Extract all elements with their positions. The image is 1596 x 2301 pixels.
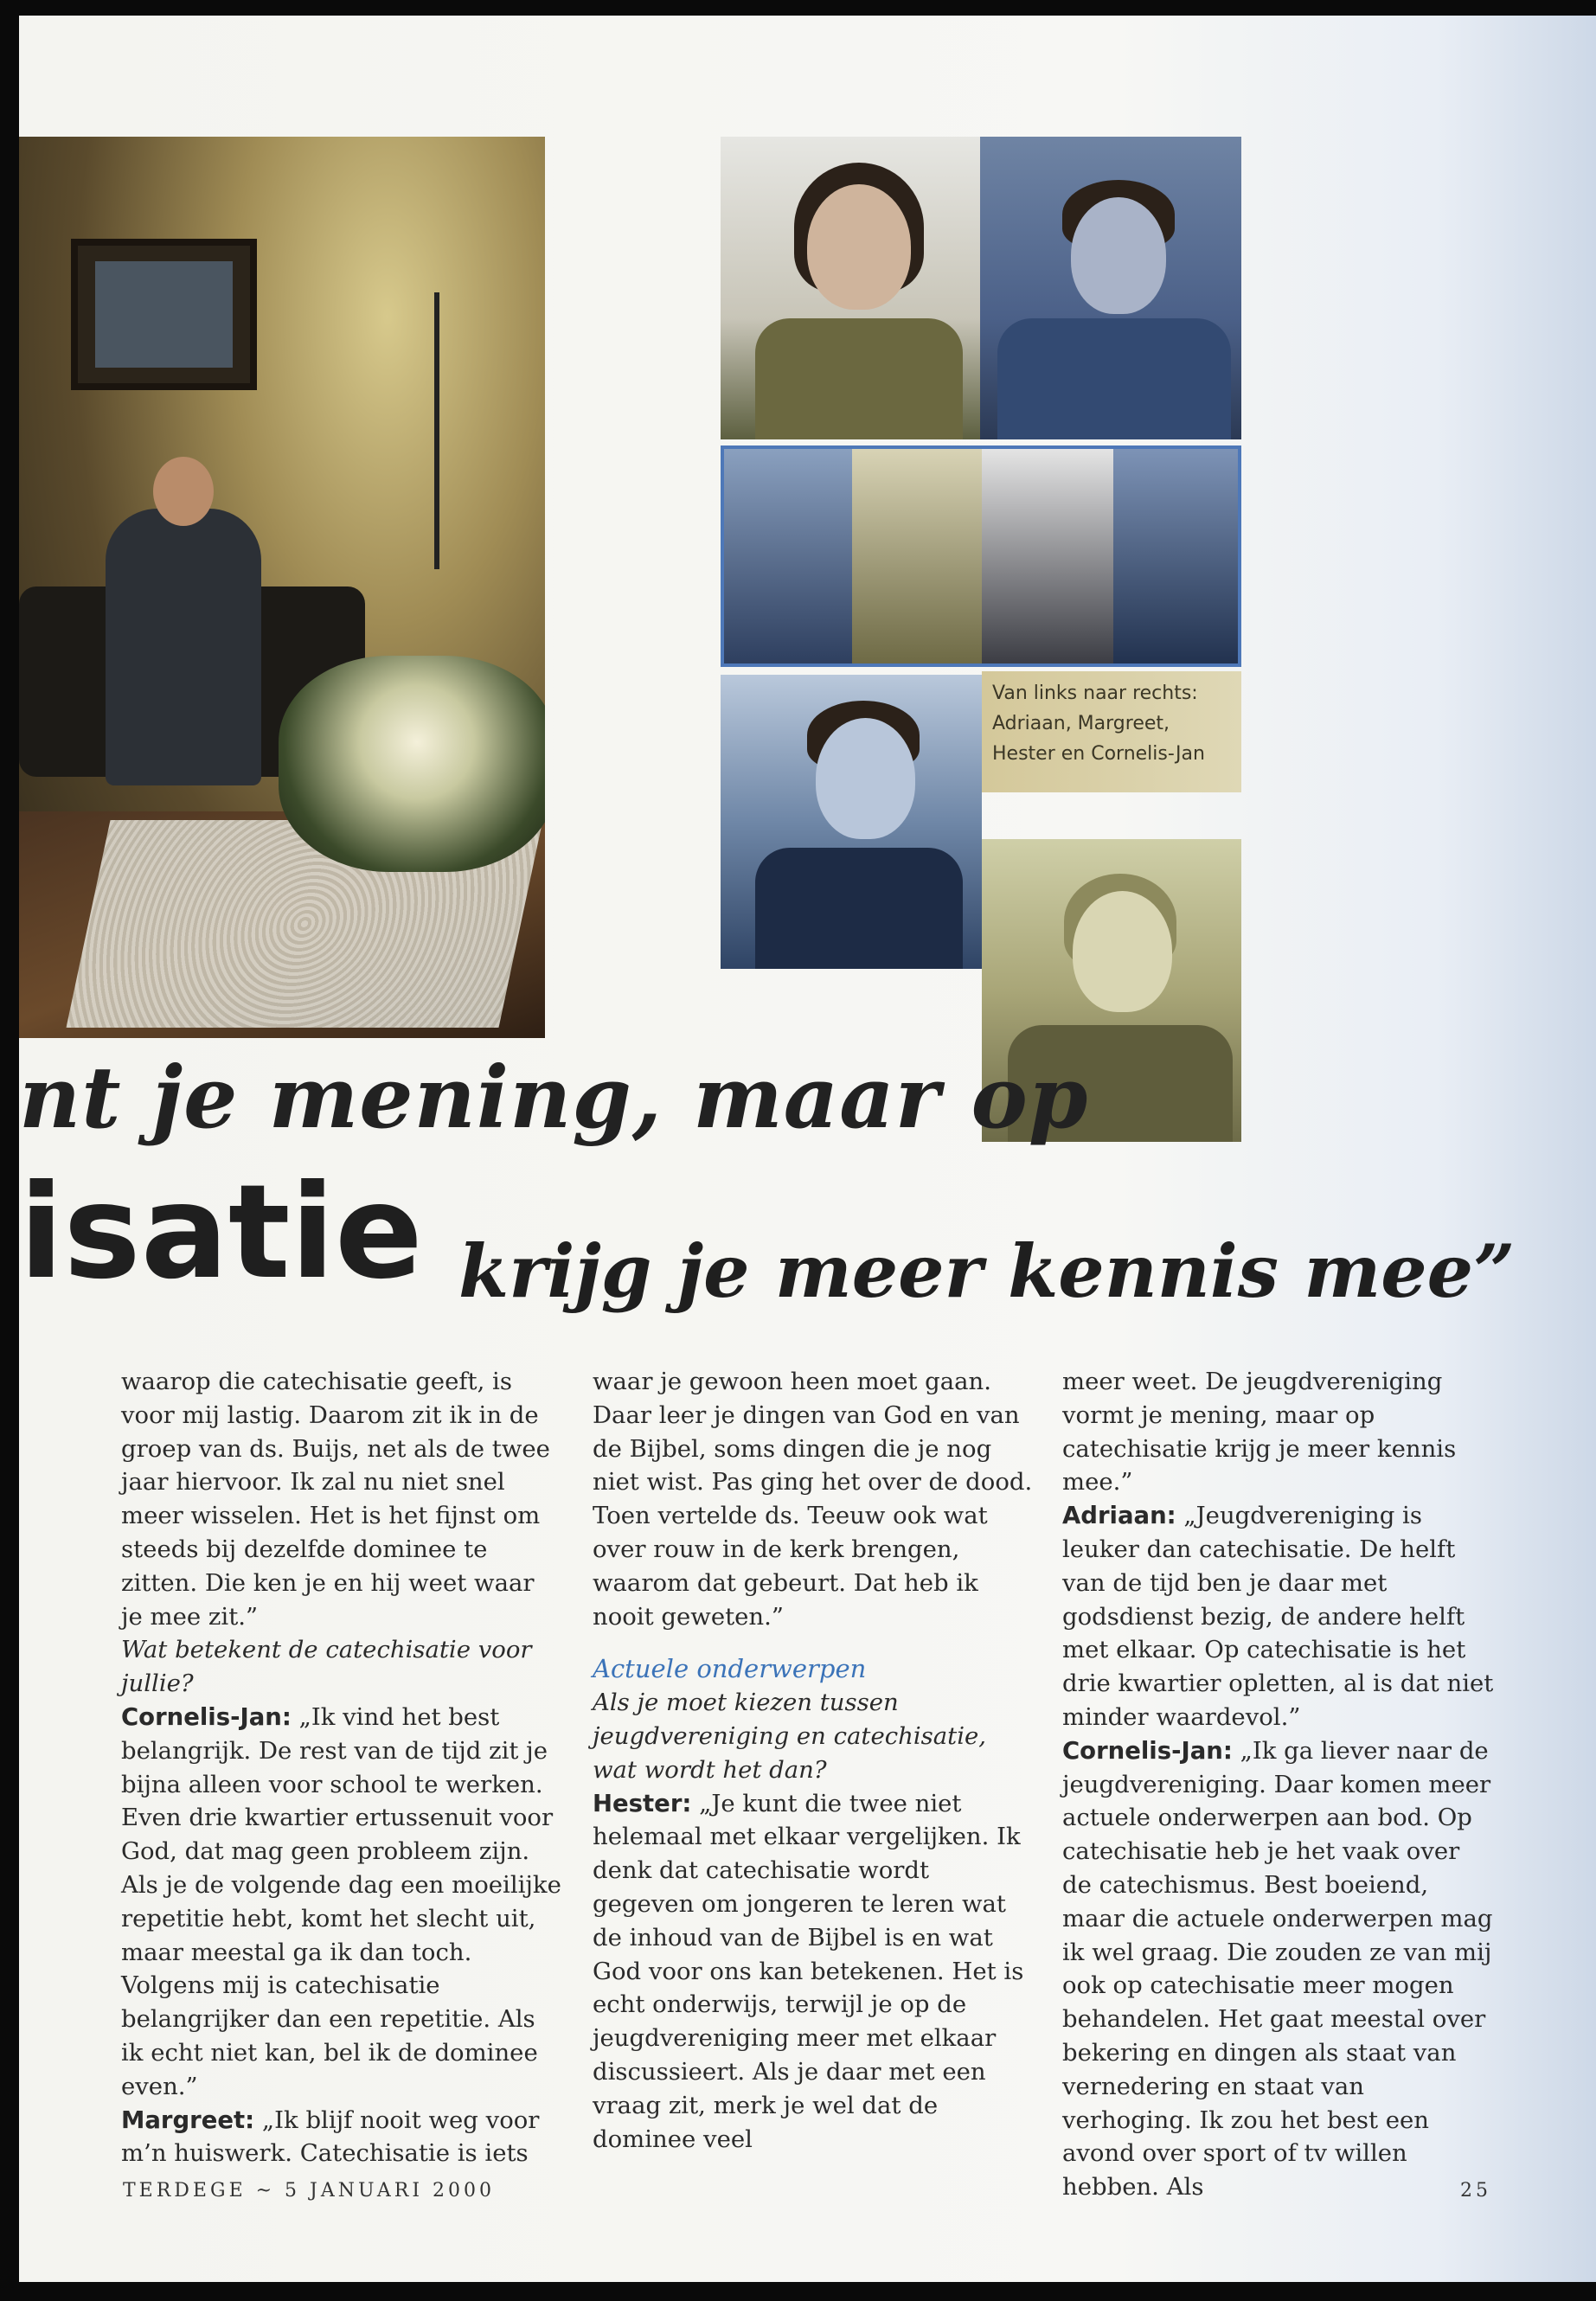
answer-text: „Ik blijf nooit weg voor m’n huiswerk. Catechisatie is iets — [121, 2106, 540, 2168]
speaker-name: Cornelis-Jan: — [1062, 1736, 1233, 1765]
answer-text: „Ik ga liever naar de jeugdvereniging. Daar komen meer actuele onderwerpen aan bod. Op catechisatie heb je het vaak over de catechismus. Best boeiend, maar die actuele onderwerpen mag ik wel graag. Die zouden ze van mij ook op catechisatie meer mogen behandelen. Het gaat meestal over bekering en dingen als staat van vernedering en staat van verhoging. Ik zou het best een avond over sport of tv willen hebben. Als — [1062, 1736, 1493, 2202]
speaker-name: Cornelis-Jan: — [121, 1702, 292, 1731]
portrait-photo-boy-sweater — [980, 137, 1241, 439]
interview-answer — [1062, 1499, 1495, 1734]
speaker-name: Hester: — [593, 1789, 692, 1817]
top-border — [0, 0, 1596, 16]
headline-line-2: krijg je meer kennis mee” — [458, 1228, 1516, 1314]
article-column-3 — [1062, 1365, 1495, 2204]
headline-big-word: isatie — [19, 1157, 423, 1308]
footer-publication: TERDEGE ~ 5 JANUARI 2000 — [123, 2180, 495, 2202]
portrait-cornelis-jan — [1113, 449, 1240, 663]
speaker-name: Margreet: — [121, 2106, 255, 2134]
section-subheading: Actuele onderwerpen — [593, 1654, 867, 1684]
answer-text: „Je kunt die twee niet helemaal met elkaar vergelijken. Ik denk dat catechisatie wordt gegeven om jongeren te leren wat de inhoud van de Bijbel is en wat God voor ons kan betekenen. Het is echt onderwijs, terwijl je op de jeugdvereniging meer met elkaar discussieert. Als je daar met een vraag zit, merk je wel dat de dominee veel — [593, 1789, 1024, 2153]
poinsettia-plant — [279, 656, 545, 872]
wall-painting — [71, 239, 257, 390]
body-paragraph: waarop die catechisatie geeft, is voor mij lastig. Daarom zit ik in de groep van ds. Buijs, net als de twee jaar hiervoor. Ik zal nu niet snel meer wisselen. Het is het fijnst om steeds bij dezelfde dominee te zitten. Die ken je en hij weet waar je mee zit.” — [121, 1368, 550, 1631]
page-spine — [0, 0, 19, 2301]
body-paragraph: waar je gewoon heen moet gaan. Daar leer je dingen van God en van de Bijbel, soms dingen die je nog niet wist. Pas ging het over de dood. Toen vertelde ds. Teeuw ook wat over rouw in de kerk brengen, waarom dat gebeurt. Dat heb ik nooit geweten.” — [593, 1368, 1033, 1631]
interview-question: Als je moet kiezen tussen jeugdvereniging en catechisatie, wat wordt het dan? — [593, 1689, 987, 1784]
answer-text: „Ik vind het best belangrijk. De rest van de tijd zit je bijna alleen voor school te werken. Even drie kwartier ertussenuit voor God, dat mag geen probleem zijn. Als je de volgende dag een moeilijke repetitie hebt, komt het slecht uit, maar meestal ga ik dan toch. Volgens mij is catechisatie belangrijker dan een repetitie. Als ik echt niet kan, bel ik de dominee even.” — [121, 1702, 561, 2100]
body-paragraph: meer weet. De jeugdvereniging vormt je mening, maar op catechisatie krijg je meer kennis mee.” — [1062, 1368, 1457, 1497]
caption-line: Van links naar rechts: — [992, 683, 1198, 704]
living-room-photo — [19, 137, 545, 1038]
portrait-adriaan — [724, 449, 852, 663]
floor-lamp — [434, 292, 535, 569]
interview-answer — [121, 1701, 562, 2104]
seated-person — [106, 509, 261, 785]
article-column-2 — [593, 1365, 1034, 2156]
portrait-photo-boy-laughing — [721, 675, 982, 969]
interview-answer — [1062, 1734, 1495, 2204]
speaker-name: Adriaan: — [1062, 1502, 1176, 1530]
portrait-photo-girl-smiling — [721, 137, 980, 439]
bottom-border — [0, 2282, 1596, 2301]
portrait-hester — [982, 449, 1113, 663]
interview-answer — [121, 2104, 562, 2171]
answer-text: „Jeugdvereniging is leuker dan catechisatie. De helft van de tijd ben je daar met godsdienst bezig, de andere helft met elkaar. Op catechisatie is het drie kwartier opletten, al is dat niet minder waardevol.” — [1062, 1502, 1494, 1731]
portrait-margreet — [852, 449, 982, 663]
photo-caption — [982, 671, 1241, 792]
caption-line: Adriaan, Margreet, — [992, 713, 1170, 734]
article-column-1 — [121, 1365, 562, 2170]
group-portrait-strip — [721, 445, 1241, 667]
interview-answer — [593, 1787, 1034, 2157]
page-number: 25 — [1460, 2180, 1491, 2202]
headline-line-1: nt je mening, maar op — [19, 1048, 1089, 1148]
interview-question: Wat betekent de catechisatie voor jullie? — [121, 1636, 532, 1698]
caption-line: Hester en Cornelis-Jan — [992, 743, 1205, 765]
